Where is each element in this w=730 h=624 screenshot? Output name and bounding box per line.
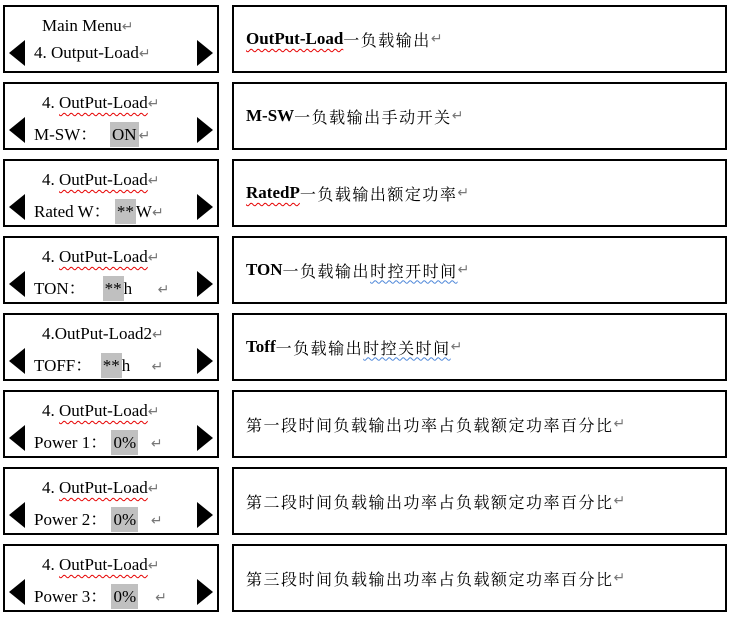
menu-label: TON： <box>34 279 103 298</box>
return-mark-icon: ↵ <box>151 359 164 375</box>
description-text: 第二段时间负载输出功率占负载额定功率百分比 <box>246 494 614 512</box>
menu-title-line <box>42 555 160 575</box>
return-mark-icon: ↵ <box>150 513 163 529</box>
spacer <box>132 279 158 298</box>
highlight-value: 0% <box>111 507 138 532</box>
menu-title-prefix: 4. <box>42 247 59 266</box>
right-arrow-icon <box>197 425 213 451</box>
menu-title: OutPut-Load2 <box>54 324 153 343</box>
menu-value-line <box>34 428 163 453</box>
menu-title: OutPut-Load <box>59 555 148 574</box>
menu-screen-cell <box>3 467 219 535</box>
return-mark-icon: ↵ <box>151 205 164 221</box>
menu-title-line <box>42 16 134 36</box>
description-term: OutPut-Load <box>246 29 344 48</box>
return-mark-icon: ↵ <box>147 96 160 112</box>
menu-title-prefix: 4. <box>42 555 59 574</box>
return-mark-icon: ↵ <box>457 185 470 201</box>
right-arrow-icon <box>197 579 213 605</box>
menu-label: M-SW： <box>34 125 111 144</box>
description-cell <box>232 313 727 381</box>
description-cell <box>232 467 727 535</box>
menu-screen-cell <box>3 544 219 612</box>
description-term: Toff <box>246 337 276 356</box>
menu-value-line <box>34 43 151 63</box>
value-suffix: h <box>121 356 131 375</box>
return-mark-icon: ↵ <box>613 493 626 509</box>
description-cell <box>232 82 727 150</box>
menu-label: Power 3： <box>34 587 112 606</box>
return-mark-icon: ↵ <box>430 31 443 47</box>
menu-value-line <box>34 582 167 607</box>
menu-value-line <box>34 274 169 299</box>
spacer <box>138 433 151 452</box>
description-text: 一负载输出 <box>282 263 371 281</box>
right-arrow-icon <box>197 271 213 297</box>
description-cell <box>232 544 727 612</box>
left-arrow-icon <box>9 40 25 66</box>
menu-title-prefix: 4. <box>42 93 59 112</box>
menu-title: OutPut-Load <box>59 478 148 497</box>
value-suffix: W <box>135 202 152 221</box>
menu-screen-cell <box>3 159 219 227</box>
return-mark-icon: ↵ <box>155 590 167 606</box>
menu-title-prefix: 4. <box>42 478 59 497</box>
return-mark-icon: ↵ <box>138 128 151 144</box>
value-suffix: h <box>123 279 133 298</box>
menu-label: Rated W： <box>34 202 115 221</box>
return-mark-icon: ↵ <box>613 570 626 586</box>
left-arrow-icon <box>9 271 25 297</box>
menu-title: OutPut-Load <box>59 170 148 189</box>
menu-screen-cell <box>3 236 219 304</box>
menu-title-line <box>42 170 160 190</box>
description-text: 第三段时间负载输出功率占负载额定功率百分比 <box>246 571 614 589</box>
menu-title-line <box>42 93 160 113</box>
menu-screen-cell <box>3 5 219 73</box>
menu-label: Power 1： <box>34 433 112 452</box>
highlight-value: ** <box>115 199 136 224</box>
return-mark-icon: ↵ <box>152 327 164 343</box>
menu-title-line <box>42 247 160 267</box>
highlight-value: ON <box>110 122 139 147</box>
return-mark-icon: ↵ <box>450 339 463 355</box>
return-mark-icon: ↵ <box>147 481 160 497</box>
left-arrow-icon <box>9 502 25 528</box>
description-text: 第一段时间负载输出功率占负载额定功率百分比 <box>246 417 614 435</box>
description-cell <box>232 390 727 458</box>
menu-label: 4. Output-Load <box>34 43 139 62</box>
right-arrow-icon <box>197 194 213 220</box>
description-text-grammar: 时控开时间 <box>370 263 458 281</box>
menu-label: Power 2： <box>34 510 112 529</box>
menu-title-prefix: 4. <box>42 170 59 189</box>
description-text-grammar: 时控关时间 <box>363 340 451 358</box>
menu-title: OutPut-Load <box>59 401 148 420</box>
menu-title: Main Menu <box>42 16 122 35</box>
menu-title-line <box>42 478 160 498</box>
return-mark-icon: ↵ <box>147 250 160 266</box>
left-arrow-icon <box>9 117 25 143</box>
left-arrow-icon <box>9 348 25 374</box>
return-mark-icon: ↵ <box>138 46 151 62</box>
spacer <box>138 587 155 606</box>
menu-title-line <box>42 401 160 421</box>
spacer <box>130 356 151 375</box>
menu-screen-cell <box>3 390 219 458</box>
highlight-value: 0% <box>111 430 138 455</box>
menu-screen-cell <box>3 82 219 150</box>
return-mark-icon: ↵ <box>147 558 160 574</box>
right-arrow-icon <box>197 40 213 66</box>
menu-value-line <box>34 351 163 376</box>
menu-value-line <box>34 505 163 530</box>
menu-title-prefix: 4. <box>42 401 59 420</box>
right-arrow-icon <box>197 117 213 143</box>
description-term: TON <box>246 260 283 279</box>
return-mark-icon: ↵ <box>157 282 170 298</box>
left-arrow-icon <box>9 425 25 451</box>
description-cell <box>232 236 727 304</box>
return-mark-icon: ↵ <box>451 108 464 124</box>
highlight-value: ** <box>103 276 124 301</box>
description-cell <box>232 159 727 227</box>
menu-title-prefix: 4. <box>42 324 55 343</box>
return-mark-icon: ↵ <box>121 19 134 35</box>
menu-title: OutPut-Load <box>59 247 148 266</box>
highlight-value: ** <box>101 353 122 378</box>
description-term: M-SW <box>246 106 295 125</box>
description-text: 一负载输出额定功率 <box>299 186 458 204</box>
description-cell <box>232 5 727 73</box>
return-mark-icon: ↵ <box>457 262 470 278</box>
menu-screen-cell <box>3 313 219 381</box>
return-mark-icon: ↵ <box>613 416 626 432</box>
return-mark-icon: ↵ <box>147 404 160 420</box>
left-arrow-icon <box>9 194 25 220</box>
menu-title-line <box>42 324 164 344</box>
description-text: 一负载输出 <box>343 32 431 50</box>
right-arrow-icon <box>197 348 213 374</box>
description-text: 一负载输出 <box>275 340 364 358</box>
menu-value-line <box>34 120 150 145</box>
left-arrow-icon <box>9 579 25 605</box>
description-text: 一负载输出手动开关 <box>294 109 452 127</box>
menu-title: OutPut-Load <box>59 93 148 112</box>
return-mark-icon: ↵ <box>147 173 160 189</box>
menu-label: TOFF： <box>34 356 101 375</box>
spacer <box>138 510 151 529</box>
right-arrow-icon <box>197 502 213 528</box>
return-mark-icon: ↵ <box>150 436 163 452</box>
menu-value-line <box>34 197 164 222</box>
highlight-value: 0% <box>111 584 138 609</box>
description-term: RatedP <box>246 183 300 202</box>
